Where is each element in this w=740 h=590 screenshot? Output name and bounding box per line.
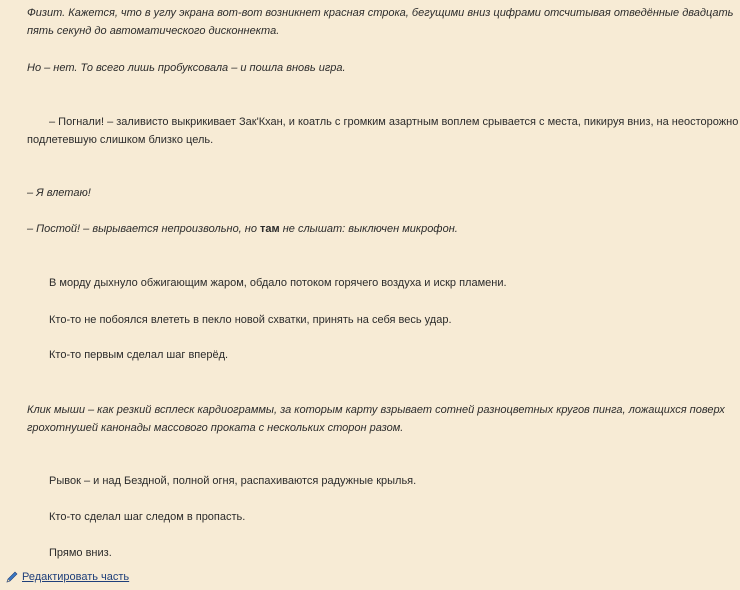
edit-part-link[interactable] bbox=[5, 569, 129, 585]
paragraph-8: Кто-то первым сделал шаг вперёд. bbox=[49, 349, 229, 361]
paragraph-2: Но – нет. То всего лишь пробуксовала – и пошла вновь игра. bbox=[27, 62, 346, 74]
paragraph-5-start: – Постой! – вырывается непроизвольно, но bbox=[27, 223, 261, 235]
paragraph-1: Физит. Кажется, что в углу экрана вот-вот возникнет красная строка, бегущими вниз цифрами отсчитывая отведённые двадцать пять секунд до автоматического дисконнекта. bbox=[27, 7, 734, 37]
paragraph-3: – Погнали! – заливисто выкрикивает Зак'Кхан, и коатль с громким азартным воплем срывается с места, пикируя вниз, на неосторожно подлетевшую слишком близко цель. bbox=[27, 116, 739, 146]
paragraph-7: Кто-то не побоялся влететь в пекло новой схватки, принять на себя весь удар. bbox=[49, 314, 452, 326]
paragraph-10: Рывок – и над Бездной, полной огня, распахиваются радужные крылья. bbox=[49, 475, 417, 487]
edit-part-label[interactable]: Редактировать часть bbox=[22, 571, 130, 583]
paragraph-6: В морду дыхнуло обжигающим жаром, обдало потоком горячего воздуха и искр пламени. bbox=[49, 277, 507, 289]
paragraph-9: Клик мыши – как резкий всплеск кардиограммы, за которым карту взрывает сотней разноцветных кругов пинга, ложащихся поверх грохотнушей канонады массового проката с нескольких сторон разом. bbox=[27, 404, 725, 434]
emphasis-word: там bbox=[260, 223, 280, 235]
paragraph-4: – Я влетаю! bbox=[27, 187, 91, 199]
paragraph-5 bbox=[27, 220, 739, 238]
paragraph-5-end: не слышат: выключен микрофон. bbox=[279, 223, 458, 235]
paragraph-11: Кто-то сделал шаг следом в пропасть. bbox=[49, 511, 246, 523]
pen-icon bbox=[5, 570, 19, 584]
paragraph-12: Прямо вниз. bbox=[49, 547, 112, 559]
